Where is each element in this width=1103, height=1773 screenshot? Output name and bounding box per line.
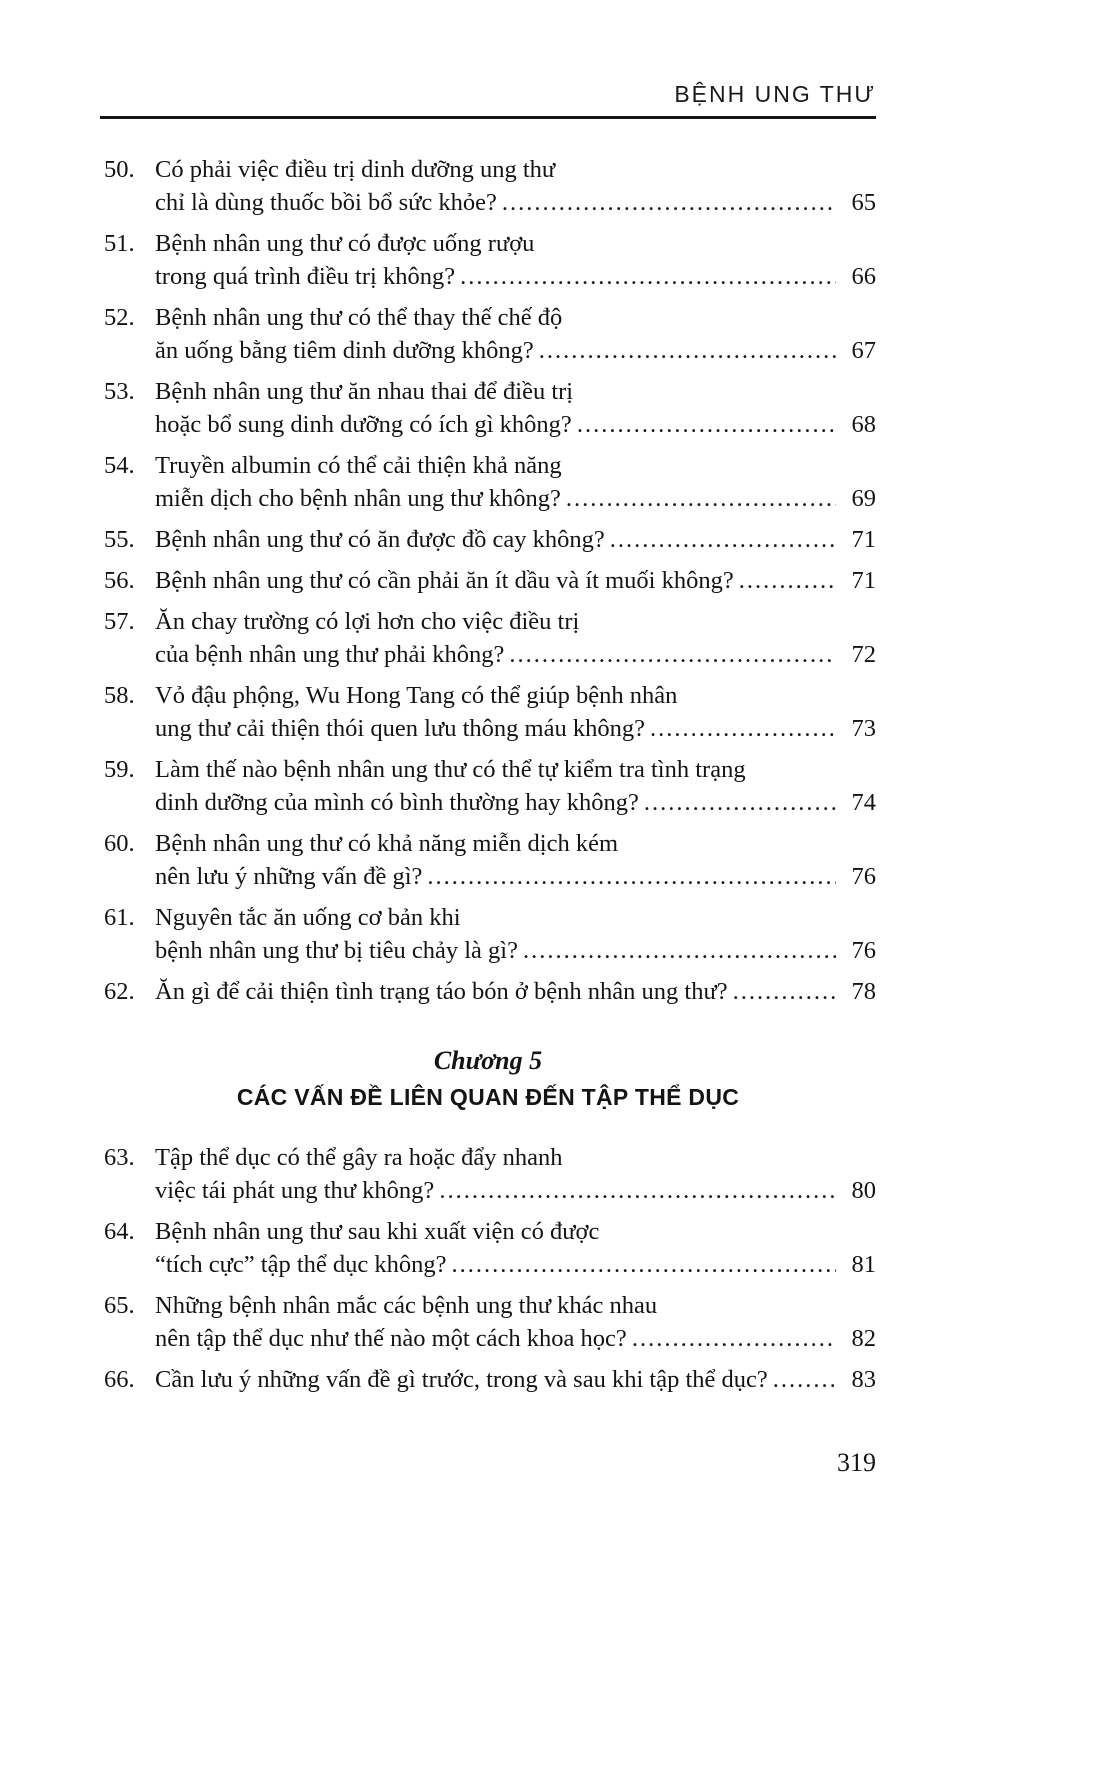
entry-text: Ăn chay trường có lợi hơn cho việc điều trị bbox=[155, 608, 580, 635]
header-rule bbox=[100, 116, 876, 119]
entry-text: nên tập thể dục như thế nào một cách khoa học? bbox=[155, 1325, 627, 1352]
toc-entry-line bbox=[104, 679, 876, 712]
dot-leader bbox=[502, 186, 836, 219]
toc-entry bbox=[100, 523, 876, 556]
dot-leader bbox=[739, 564, 836, 597]
toc-entry-line bbox=[155, 260, 876, 293]
entry-number: 62. bbox=[104, 978, 135, 1005]
entry-page-number: 81 bbox=[851, 1251, 876, 1278]
toc-entry bbox=[100, 975, 876, 1008]
toc-entry-line bbox=[104, 449, 876, 482]
entry-text: nên lưu ý những vấn đề gì? bbox=[155, 863, 423, 890]
entry-number: 56. bbox=[104, 567, 135, 594]
toc-entry-line bbox=[155, 482, 876, 515]
entry-page-number: 78 bbox=[851, 978, 876, 1005]
toc-entry bbox=[100, 1363, 876, 1396]
toc-entry-line bbox=[104, 375, 876, 408]
entry-page-number: 73 bbox=[851, 715, 876, 742]
entry-page-number: 76 bbox=[851, 937, 876, 964]
toc-entry-line bbox=[155, 1322, 876, 1355]
entry-page-number: 80 bbox=[851, 1177, 876, 1204]
dot-leader bbox=[523, 934, 836, 967]
dot-leader bbox=[452, 1248, 837, 1281]
entry-number: 66. bbox=[104, 1366, 135, 1393]
entry-text: Bệnh nhân ung thư có khả năng miễn dịch kém bbox=[155, 830, 619, 857]
entry-page-number: 76 bbox=[851, 863, 876, 890]
entry-number: 51. bbox=[104, 230, 135, 257]
entry-number: 53. bbox=[104, 378, 135, 405]
entry-text: trong quá trình điều trị không? bbox=[155, 263, 456, 290]
dot-leader bbox=[632, 1322, 836, 1355]
toc-entry bbox=[100, 753, 876, 819]
toc-entry-line bbox=[104, 1215, 876, 1248]
toc-entry-line bbox=[155, 860, 876, 893]
dot-leader bbox=[610, 523, 836, 556]
entry-number: 58. bbox=[104, 682, 135, 709]
toc-entry-line bbox=[155, 408, 876, 441]
entry-text: của bệnh nhân ung thư phải không? bbox=[155, 641, 505, 668]
entry-page-number: 69 bbox=[851, 485, 876, 512]
entry-text: Bệnh nhân ung thư sau khi xuất viện có được bbox=[155, 1218, 600, 1245]
toc-entry-line bbox=[104, 1363, 876, 1396]
entry-page-number: 82 bbox=[851, 1325, 876, 1352]
toc-entry bbox=[100, 827, 876, 893]
entry-text: Truyền albumin có thể cải thiện khả năng bbox=[155, 452, 562, 479]
toc-entry bbox=[100, 605, 876, 671]
toc-entry bbox=[100, 1141, 876, 1207]
entry-text: Bệnh nhân ung thư có được uống rượu bbox=[155, 230, 535, 257]
entry-page-number: 83 bbox=[851, 1366, 876, 1393]
entry-page-number: 68 bbox=[851, 411, 876, 438]
dot-leader bbox=[460, 260, 836, 293]
entry-text: dinh dưỡng của mình có bình thường hay không? bbox=[155, 789, 639, 816]
entry-page-number: 66 bbox=[851, 263, 876, 290]
dot-leader bbox=[773, 1363, 836, 1396]
entry-text: Tập thể dục có thể gây ra hoặc đẩy nhanh bbox=[155, 1144, 563, 1171]
dot-leader bbox=[650, 712, 836, 745]
entry-page-number: 67 bbox=[851, 337, 876, 364]
entry-text: ăn uống bằng tiêm dinh dưỡng không? bbox=[155, 337, 534, 364]
entry-number: 54. bbox=[104, 452, 135, 479]
table-of-contents bbox=[100, 153, 876, 1396]
entry-text: hoặc bổ sung dinh dưỡng có ích gì không? bbox=[155, 411, 572, 438]
toc-entry bbox=[100, 1289, 876, 1355]
entry-number: 57. bbox=[104, 608, 135, 635]
entry-text: Có phải việc điều trị dinh dưỡng ung thư bbox=[155, 156, 556, 183]
entry-text: Ăn gì để cải thiện tình trạng táo bón ở bệnh nhân ung thư? bbox=[155, 978, 728, 1005]
entry-number: 50. bbox=[104, 156, 135, 183]
entry-text: miễn dịch cho bệnh nhân ung thư không? bbox=[155, 485, 561, 512]
entry-number: 61. bbox=[104, 904, 135, 931]
entry-text: chỉ là dùng thuốc bồi bổ sức khỏe? bbox=[155, 189, 497, 216]
toc-entry-line bbox=[104, 975, 876, 1008]
toc-entry-line bbox=[104, 827, 876, 860]
entry-number: 64. bbox=[104, 1218, 135, 1245]
entry-number: 60. bbox=[104, 830, 135, 857]
entry-text: Nguyên tắc ăn uống cơ bản khi bbox=[155, 904, 461, 931]
toc-entry bbox=[100, 375, 876, 441]
toc-entries-before-chapter bbox=[100, 153, 876, 1008]
entry-text: Những bệnh nhân mắc các bệnh ung thư khác nhau bbox=[155, 1292, 658, 1319]
toc-entry-line bbox=[104, 901, 876, 934]
dot-leader bbox=[644, 786, 836, 819]
dot-leader bbox=[733, 975, 836, 1008]
chapter-title: CÁC VẤN ĐỀ LIÊN QUAN ĐẾN TẬP THỂ DỤC bbox=[236, 1084, 740, 1110]
toc-entry-line bbox=[104, 301, 876, 334]
toc-entry-line bbox=[155, 186, 876, 219]
toc-entry-line bbox=[155, 638, 876, 671]
dot-leader bbox=[577, 408, 836, 441]
entry-page-number: 72 bbox=[851, 641, 876, 668]
toc-entry-line bbox=[155, 1174, 876, 1207]
toc-entry-line bbox=[155, 334, 876, 367]
entry-text: việc tái phát ung thư không? bbox=[155, 1177, 435, 1204]
page-content bbox=[100, 80, 876, 1478]
toc-entry-line bbox=[104, 1141, 876, 1174]
toc-entry bbox=[100, 301, 876, 367]
entry-page-number: 74 bbox=[851, 789, 876, 816]
entry-text: Làm thế nào bệnh nhân ung thư có thể tự kiểm tra tình trạng bbox=[155, 756, 746, 783]
entry-text: “tích cực” tập thể dục không? bbox=[155, 1251, 447, 1278]
toc-entry-line bbox=[155, 934, 876, 967]
toc-entry-line bbox=[155, 712, 876, 745]
toc-entry-line bbox=[104, 153, 876, 186]
entry-number: 59. bbox=[104, 756, 135, 783]
dot-leader bbox=[509, 638, 836, 671]
entry-text: ung thư cải thiện thói quen lưu thông máu không? bbox=[155, 715, 645, 742]
entry-text: bệnh nhân ung thư bị tiêu chảy là gì? bbox=[155, 937, 518, 964]
toc-entry-line bbox=[104, 227, 876, 260]
toc-entries-after-chapter bbox=[100, 1141, 876, 1396]
toc-entry bbox=[100, 153, 876, 219]
entry-page-number: 71 bbox=[851, 567, 876, 594]
toc-entry-line bbox=[155, 786, 876, 819]
entry-text: Cần lưu ý những vấn đề gì trước, trong và sau khi tập thể dục? bbox=[155, 1366, 768, 1393]
toc-entry bbox=[100, 679, 876, 745]
dot-leader bbox=[566, 482, 836, 515]
page-number: 319 bbox=[837, 1448, 876, 1477]
chapter-label: Chương 5 bbox=[433, 1046, 543, 1075]
toc-entry-line bbox=[104, 564, 876, 597]
entry-page-number: 71 bbox=[851, 526, 876, 553]
entry-text: Bệnh nhân ung thư có thể thay thế chế độ bbox=[155, 304, 563, 331]
dot-leader bbox=[439, 1174, 836, 1207]
entry-page-number: 65 bbox=[851, 189, 876, 216]
dot-leader bbox=[427, 860, 836, 893]
entry-text: Bệnh nhân ung thư ăn nhau thai để điều trị bbox=[155, 378, 574, 405]
entry-number: 55. bbox=[104, 526, 135, 553]
entry-number: 52. bbox=[104, 304, 135, 331]
chapter-heading bbox=[100, 1046, 876, 1111]
entry-text: Vỏ đậu phộng, Wu Hong Tang có thể giúp bệnh nhân bbox=[155, 682, 678, 709]
toc-entry bbox=[100, 449, 876, 515]
entry-number: 65. bbox=[104, 1292, 135, 1319]
running-header: BỆNH UNG THƯ bbox=[674, 81, 876, 107]
toc-entry-line bbox=[155, 1248, 876, 1281]
toc-entry bbox=[100, 227, 876, 293]
toc-entry-line bbox=[104, 523, 876, 556]
toc-entry bbox=[100, 1215, 876, 1281]
toc-entry bbox=[100, 564, 876, 597]
toc-entry-line bbox=[104, 1289, 876, 1322]
entry-number: 63. bbox=[104, 1144, 135, 1171]
dot-leader bbox=[539, 334, 836, 367]
toc-entry-line bbox=[104, 753, 876, 786]
toc-entry bbox=[100, 901, 876, 967]
entry-text: Bệnh nhân ung thư có ăn được đồ cay không? bbox=[155, 526, 605, 553]
entry-text: Bệnh nhân ung thư có cần phải ăn ít dầu và ít muối không? bbox=[155, 567, 734, 594]
toc-entry-line bbox=[104, 605, 876, 638]
